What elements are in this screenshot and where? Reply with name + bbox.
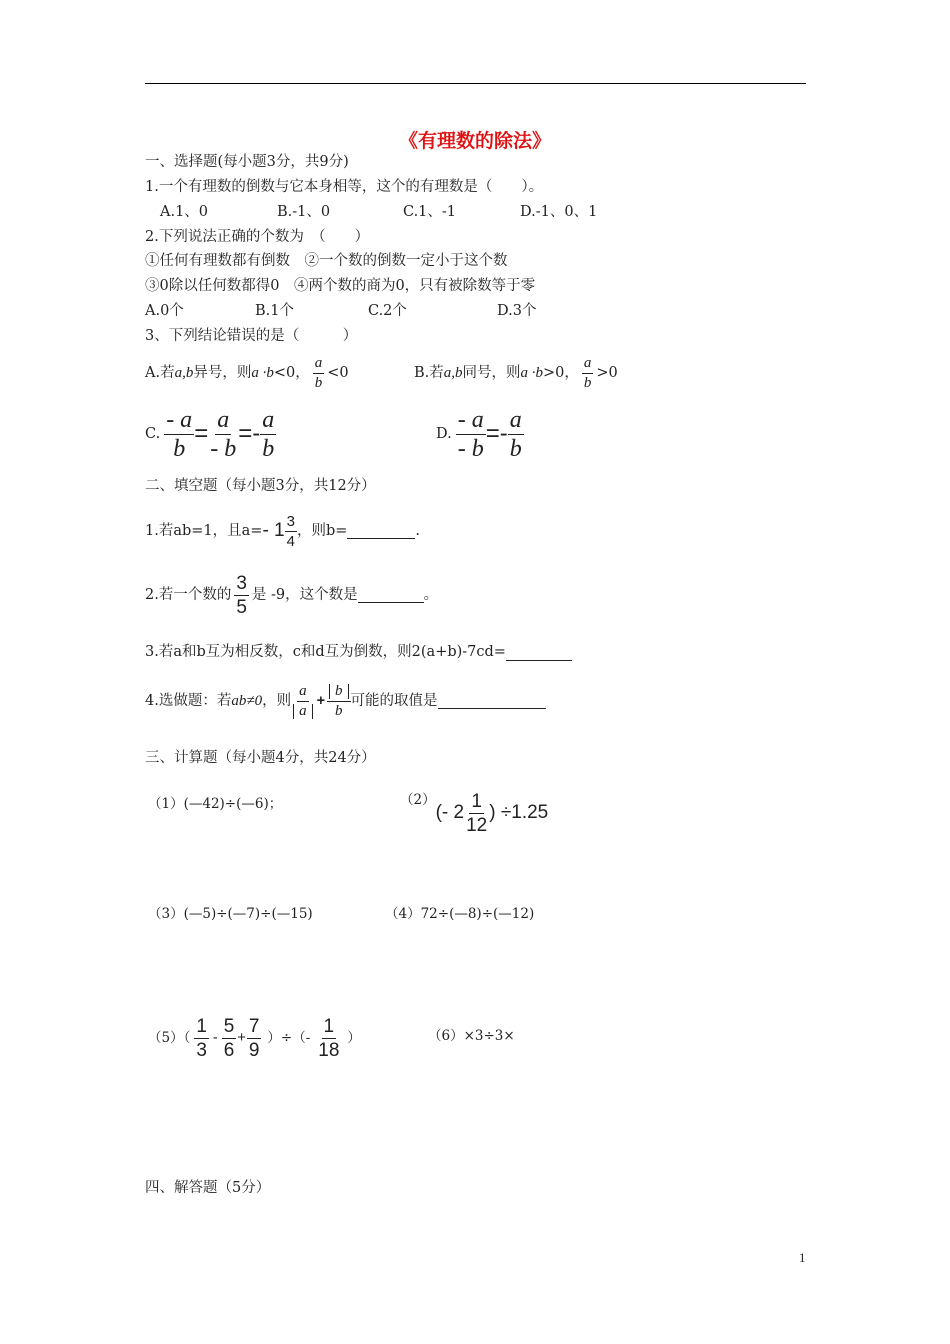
q3d-fraction-1: $\frac{- a}{- b}$ bbox=[457, 406, 484, 462]
q2-statement-line2: ③0除以任何数都得0 ④两个数的商为0，只有被除数等于零 bbox=[145, 278, 536, 294]
fill-q3: 3.若a和b互为相反数，c和d互为倒数，则2(a+b)-7cd= bbox=[145, 643, 572, 661]
fill-q4-answer-blank[interactable] bbox=[438, 694, 546, 709]
q2-option-d: D.3个 bbox=[497, 303, 537, 319]
page-title: 《有理数的除法》 bbox=[398, 130, 551, 152]
q3-option-d: D. $\frac{- a}{- b}$ =- $\frac{a}{b}$ bbox=[436, 406, 522, 462]
q2-statement-line1: ①任何有理数都有倒数 ②一个数的倒数一定小于这个数 bbox=[145, 253, 508, 269]
header-rule bbox=[145, 83, 806, 84]
q3-option-a: A.若 a,b 异号，则 a ·b <0， $\frac{a}{b}$ <0 bbox=[145, 354, 349, 391]
q3-option-c: C. $\frac{- a}{b}$ = $\frac{a}{- b}$ =- $\frac{a}{b}$ bbox=[145, 406, 275, 462]
section4-heading: 四、解答题（5分） bbox=[145, 1180, 271, 1196]
fill-q2: 2.若一个数的 $\frac{3}{5}$ 是 -9，这个数是 。 bbox=[145, 572, 439, 618]
calc-p2-fraction: $\frac{1}{12}$ bbox=[466, 790, 488, 836]
fill-q1-answer-blank[interactable] bbox=[347, 524, 415, 539]
calc-p5: （5）（ $\frac{1}{3}$ - $\frac{5}{6}$ + $\frac{7}{9}$ ）÷（- $\frac{1}{18}$ ） bbox=[148, 1015, 361, 1061]
q2-stem: 2.下列说法正确的个数为 （ ） bbox=[145, 229, 370, 245]
q1-stem: 1.一个有理数的倒数与它本身相等，这个的有理数是（ ）。 bbox=[145, 179, 544, 195]
q1-option-c: C.1、-1 bbox=[403, 204, 457, 220]
calc-p4: （4）72÷(—8)÷(—12) bbox=[385, 906, 535, 922]
q3-option-b: B.若 a,b 同号，则 a ·b >0， $\frac{a}{b}$ >0 bbox=[414, 354, 618, 391]
calc-p5-fraction-2: $\frac{5}{6}$ bbox=[223, 1015, 235, 1061]
q3c-fraction-3: $\frac{a}{b}$ bbox=[262, 406, 275, 462]
fill-q3-answer-blank[interactable] bbox=[506, 646, 572, 661]
q3c-fraction-1: $\frac{- a}{b}$ bbox=[166, 406, 193, 462]
q1-option-a: A.1、0 bbox=[160, 204, 209, 220]
q1-option-d: D.-1、0、1 bbox=[520, 204, 598, 220]
calc-p1: （1）(—42)÷(—6)； bbox=[148, 796, 283, 812]
fill-q4: 4.选做题：若 ab≠0 ，则 $\frac{a}{a}$ + $\frac{b}{b}$ 可能的取值是 bbox=[145, 676, 546, 726]
calc-p5-fraction-4: $\frac{1}{18}$ bbox=[318, 1015, 340, 1061]
calc-p5-fraction-1: $\frac{1}{3}$ bbox=[196, 1015, 207, 1061]
q3b-fraction: $\frac{a}{b}$ bbox=[583, 354, 592, 391]
calc-p5-fraction-3: $\frac{7}{9}$ bbox=[248, 1015, 260, 1061]
calc-p6: （6）×3÷3× bbox=[428, 1028, 515, 1044]
fill-q4-fraction-2: $\frac{b}{b}$ bbox=[327, 684, 351, 719]
fill-q2-answer-blank[interactable] bbox=[358, 588, 424, 603]
fill-q4-fraction-1: $\frac{a}{a}$ bbox=[291, 684, 315, 719]
fill-q1: 1.若ab=1，且a= - 1 $\frac{3}{4}$ ，则b= . bbox=[145, 512, 421, 550]
q2-option-b: B.1个 bbox=[255, 303, 294, 319]
fill-q1-fraction: $\frac{3}{4}$ bbox=[286, 512, 295, 550]
q1-option-b: B.-1、0 bbox=[277, 204, 331, 220]
section1-heading: 一、选择题(每小题3分，共9分) bbox=[145, 154, 349, 170]
q3d-fraction-2: $\frac{a}{b}$ bbox=[509, 406, 522, 462]
q3-stem: 3、下列结论错误的是（ ） bbox=[145, 328, 358, 344]
calc-p3: （3）(—5)÷(—7)÷(—15) bbox=[148, 906, 313, 922]
fill-q2-fraction: $\frac{3}{5}$ bbox=[236, 572, 247, 618]
section2-heading: 二、填空题（每小题3分，共12分） bbox=[145, 478, 376, 494]
page-number: 1 bbox=[799, 1250, 806, 1265]
q3c-fraction-2: $\frac{a}{- b}$ bbox=[210, 406, 237, 462]
calc-p2: （2） (- 2 $\frac{1}{12}$ ) ÷1.25 bbox=[400, 790, 549, 836]
q2-option-a: A.0个 bbox=[145, 303, 184, 319]
section3-heading: 三、计算题（每小题4分，共24分） bbox=[145, 750, 376, 766]
q3a-fraction: $\frac{a}{b}$ bbox=[314, 354, 323, 391]
q2-option-c: C.2个 bbox=[368, 303, 407, 319]
